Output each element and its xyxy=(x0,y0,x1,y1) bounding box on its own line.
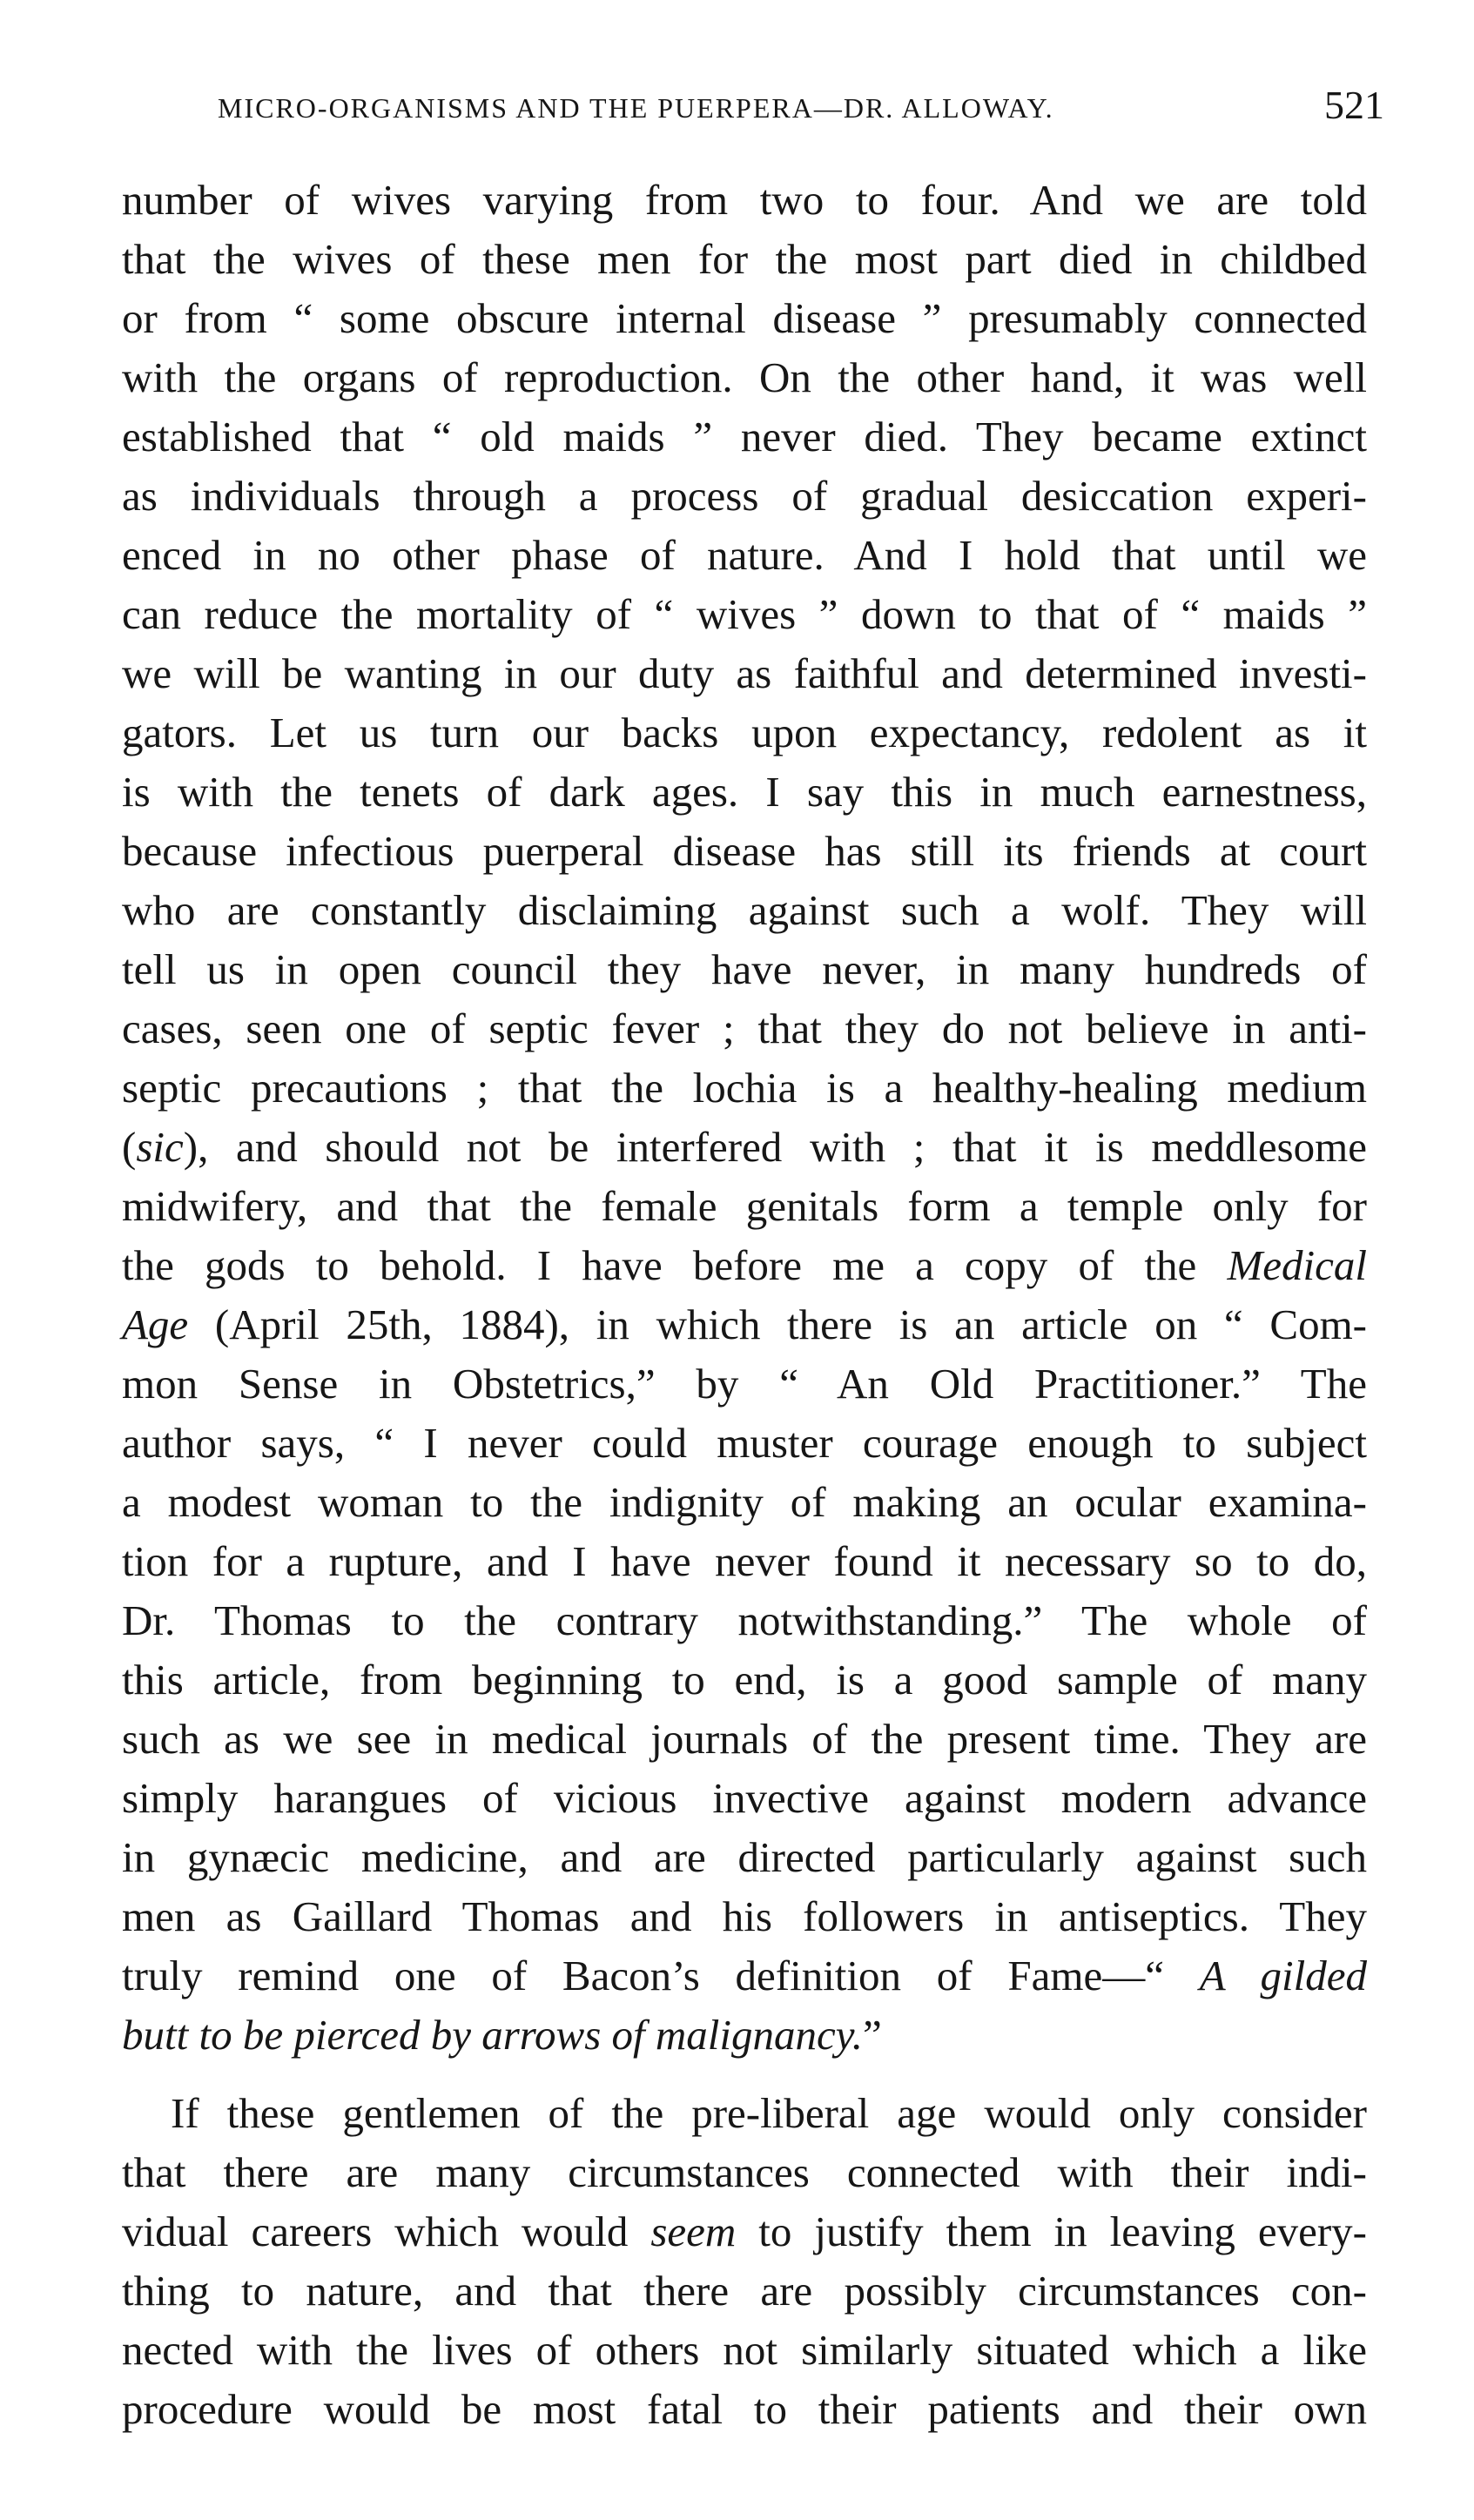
text-line: who are constantly disclaiming against such a wolf. They will xyxy=(122,886,1367,934)
text-line: (sic), and should not be interfered with ; that it is meddlesome xyxy=(122,1123,1367,1171)
text-line: thing to nature, and that there are possibly circumstances con- xyxy=(122,2267,1367,2315)
text-line: or from “ some obscure internal disease ” presumably connected xyxy=(122,294,1367,342)
text-line: truly remind one of Bacon’s definition of Fame—“ A gilded xyxy=(122,1952,1367,1999)
text-line: men as Gaillard Thomas and his followers in antiseptics. They xyxy=(122,1892,1367,1940)
text-line: cases, seen one of septic fever ; that they do not believe in anti- xyxy=(122,1005,1367,1052)
paragraph-1 xyxy=(122,171,1367,2065)
text-line: gators. Let us turn our backs upon expectancy, redolent as it xyxy=(122,709,1367,756)
text-line: septic precautions ; that the lochia is a healthy-healing medium xyxy=(122,1064,1367,1112)
text-line: tell us in open council they have never, in many hundreds of xyxy=(122,945,1367,993)
text-line: this article, from beginning to end, is a good sample of many xyxy=(122,1656,1367,1704)
running-title: MICRO-ORGANISMS AND THE PUERPERA—DR. ALLOWAY. xyxy=(218,92,1054,124)
text-line: we will be wanting in our duty as faithful and determined investi- xyxy=(122,649,1367,697)
paragraph-2 xyxy=(122,2084,1367,2439)
text-line: author says, “ I never could muster courage enough to subject xyxy=(122,1419,1367,1467)
text-line: vidual careers which would seem to justify them in leaving every- xyxy=(122,2208,1367,2255)
text-line: as individuals through a process of gradual desiccation experi- xyxy=(122,472,1367,520)
text-line: enced in no other phase of nature. And I hold that until we xyxy=(122,531,1367,579)
text-line: with the organs of reproduction. On the other hand, it was well xyxy=(122,353,1367,401)
text-line: procedure would be most fatal to their patients and their own xyxy=(122,2385,1367,2433)
text-line: in gynæcic medicine, and are directed particularly against such xyxy=(122,1833,1367,1881)
text-line: midwifery, and that the female genitals form a temple only for xyxy=(122,1182,1367,1230)
text-line: such as we see in medical journals of the present time. They are xyxy=(122,1715,1367,1763)
text-line: mon Sense in Obstetrics,” by “ An Old Practitioner.” The xyxy=(122,1360,1367,1408)
text-line: established that “ old maids ” never died. They became extinct xyxy=(122,413,1367,460)
text-line: tion for a rupture, and I have never found it necessary so to do, xyxy=(122,1537,1367,1585)
text-line: number of wives varying from two to four. And we are told xyxy=(122,176,1367,224)
page-number: 521 xyxy=(1324,83,1384,127)
text-line: If these gentlemen of the pre-liberal age would only consider xyxy=(171,2089,1367,2137)
text-line: can reduce the mortality of “ wives ” down to that of “ maids ” xyxy=(122,590,1367,638)
text-line: butt to be pierced by arrows of malignancy.” xyxy=(122,2011,882,2059)
running-head xyxy=(122,80,1393,141)
text-line: nected with the lives of others not similarly situated which a like xyxy=(122,2326,1367,2374)
text-line: because infectious puerperal disease has still its friends at court xyxy=(122,827,1367,875)
body-text xyxy=(122,171,1367,2486)
text-line: the gods to behold. I have before me a copy of the Medical xyxy=(122,1241,1367,1289)
text-line: Age (April 25th, 1884), in which there is an article on “ Com- xyxy=(122,1300,1367,1348)
paragraph-gap xyxy=(122,2065,1367,2084)
text-line: a modest woman to the indignity of making an ocular examina- xyxy=(122,1478,1367,1526)
text-line: Dr. Thomas to the contrary notwithstanding.” The whole of xyxy=(122,1596,1367,1644)
text-line: that the wives of these men for the most part died in childbed xyxy=(122,235,1367,283)
text-line: is with the tenets of dark ages. I say this in much earnestness, xyxy=(122,768,1367,816)
text-line: that there are many circumstances connected with their indi- xyxy=(122,2148,1367,2196)
text-line: simply harangues of vicious invective against modern advance xyxy=(122,1774,1367,1822)
